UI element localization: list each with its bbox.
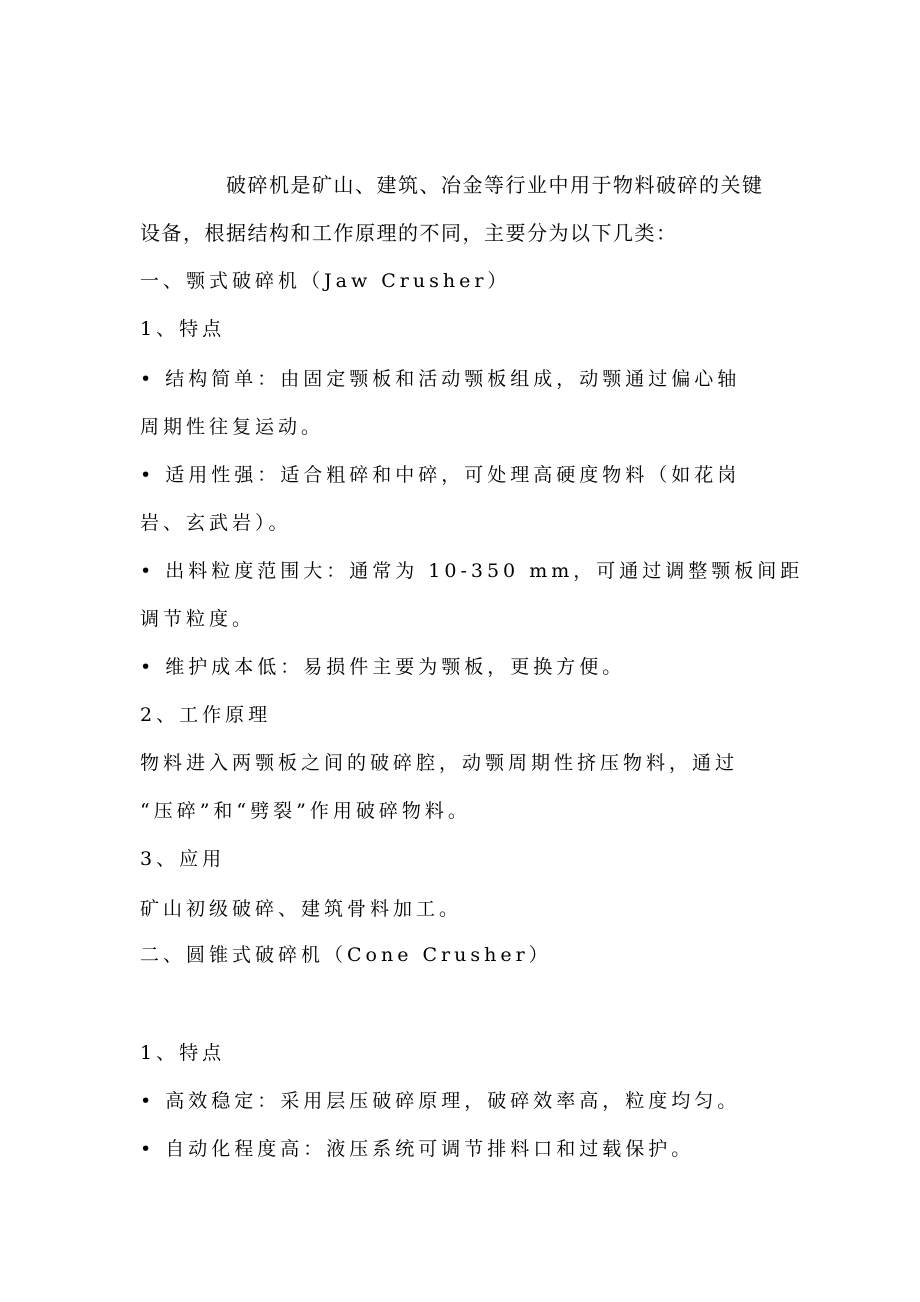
- jaw-application-text: 矿山初级破碎、建筑骨料加工。: [140, 898, 463, 920]
- intro-line-2: 设备，根据结构和工作原理的不同，主要分为以下几类：: [140, 221, 678, 245]
- jaw-application-heading: 3、应用: [140, 848, 226, 870]
- cone-features-heading: 1、特点: [140, 1042, 226, 1064]
- jaw-bullet-1-line-1: • 结构简单：由固定颚板和活动颚板组成，动颚通过偏心轴: [140, 368, 741, 390]
- jaw-principle-line-1: 物料进入两颚板之间的破碎腔，动颚周期性挤压物料，通过: [140, 752, 739, 774]
- jaw-bullet-1-line-2: 周期性往复运动。: [140, 416, 325, 438]
- cone-crusher-heading: 二、圆锥式破碎机（Cone Crusher）: [140, 944, 552, 966]
- cone-bullet-2: • 自动化程度高：液压系统可调节排料口和过载保护。: [140, 1138, 695, 1160]
- jaw-bullet-2-line-1: • 适用性强：适合粗碎和中碎，可处理高硬度物料（如花岗: [140, 464, 741, 486]
- jaw-crusher-heading: 一、颚式破碎机（Jaw Crusher）: [140, 270, 511, 292]
- jaw-bullet-2-line-2: 岩、玄武岩）。: [140, 512, 292, 534]
- jaw-features-heading: 1、特点: [140, 318, 226, 340]
- jaw-principle-heading: 2、工作原理: [140, 704, 272, 726]
- jaw-principle-line-2: “压碎”和“劈裂”作用破碎物料。: [140, 800, 471, 822]
- jaw-bullet-3-line-1: • 出料粒度范围大：通常为 10-350 mm，可通过调整颚板间距: [140, 560, 804, 582]
- intro-line-1: 破碎机是矿山、建筑、冶金等行业中用于物料破碎的关键: [226, 173, 764, 197]
- jaw-bullet-3-line-2: 调节粒度。: [140, 608, 256, 630]
- cone-bullet-1: • 高效稳定：采用层压破碎原理，破碎效率高，粒度均匀。: [140, 1090, 741, 1112]
- jaw-bullet-4: • 维护成本低：易损件主要为颚板，更换方便。: [140, 656, 626, 678]
